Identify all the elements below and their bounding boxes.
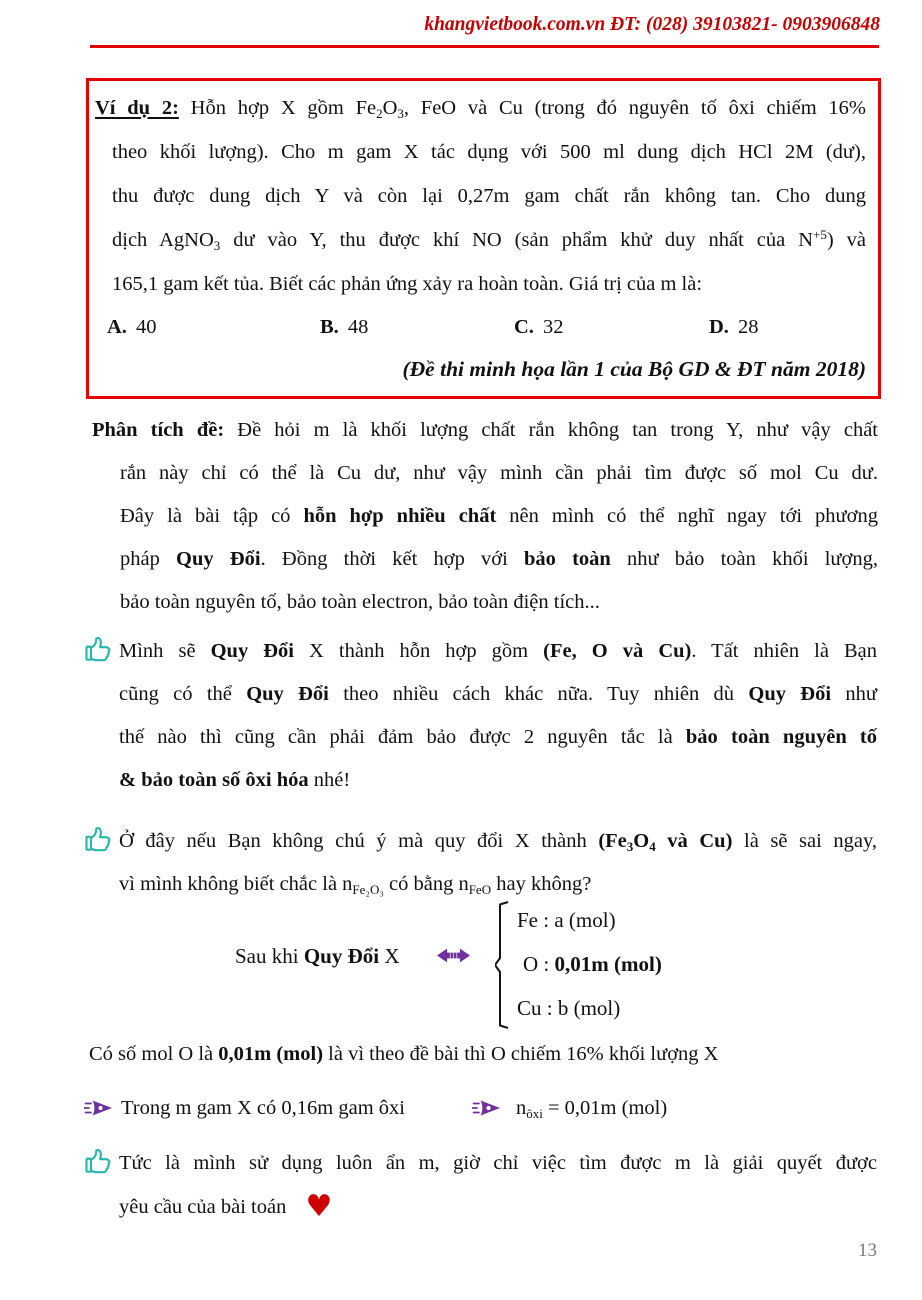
closing-text: yêu cầu của bài toán	[119, 1196, 292, 1218]
example-line: theo khối lượng). Cho m gam X tác dụng với 500 ml dung dịch HCl 2M (dư),	[112, 141, 866, 163]
header-rule	[90, 45, 879, 48]
heart-icon: ♥	[305, 1189, 333, 1224]
answer-label: A.	[107, 316, 127, 338]
tip-bullet-2	[83, 820, 877, 906]
analysis-paragraph	[92, 409, 878, 624]
answer-label: B.	[320, 316, 339, 338]
text-line: Đây là bài tập có hỗn hợp nhiều chất nên mình có thể nghĩ ngay tới phương	[120, 505, 878, 527]
conversion-diagram	[0, 898, 922, 1043]
text-line: pháp Quy Đổi. Đồng thời kết hợp với bảo toàn như bảo toàn khối lượng,	[120, 548, 878, 570]
text-line: Mình sẽ Quy Đổi X thành hỗn hợp gồm (Fe, O và Cu). Tất nhiên là Bạn	[119, 640, 877, 662]
double-arrow-icon	[437, 946, 470, 971]
case-row-o: O : 0,01m (mol)	[523, 952, 662, 976]
case-row-cu: Cu : b (mol)	[517, 996, 621, 1020]
tip-bullet-3	[83, 1142, 877, 1229]
thumbs-up-icon	[83, 824, 115, 860]
tip-bullet-1	[83, 630, 877, 802]
exam-source: (Đề thi minh họa lần 1 của Bộ GD & ĐT năm 2018)	[402, 357, 866, 381]
answer-row	[107, 306, 866, 348]
bullet-text	[119, 820, 877, 906]
cases-rows	[517, 898, 662, 1030]
dash-arrow-icon	[472, 1098, 502, 1124]
mol-o-note: Có số mol O là 0,01m (mol) là vì theo đề bài thì O chiếm 16% khối lượng X	[89, 1043, 719, 1065]
answer-value: 48	[347, 316, 369, 338]
text-line: vì mình không biết chắc là $n_{Fe_2O_3}$ có bằng $n_{FeO}$ hay không?	[119, 873, 592, 897]
text-line: bảo toàn nguyên tố, bảo toàn electron, bảo toàn điện tích...	[120, 591, 600, 613]
example-line: 165,1 gam kết tủa. Biết các phản ứng xảy ra hoàn toàn. Giá trị của m là:	[112, 273, 703, 295]
text-line: thế nào thì cũng cần phải đảm bảo được 2 nguyên tắc là bảo toàn nguyên tố	[119, 726, 877, 748]
thumbs-up-icon	[83, 634, 115, 670]
text-line: & bảo toàn số ôxi hóa nhé!	[119, 769, 351, 791]
page-number: 13	[858, 1240, 877, 1261]
thumbs-up-icon	[83, 1146, 115, 1182]
answer-option-d	[709, 306, 866, 348]
inference-right-text: $n_{ôxi} = 0,01m$ (mol)	[516, 1097, 668, 1121]
text-line	[119, 1185, 877, 1229]
bullet-text	[119, 630, 877, 802]
text-line: Tức là mình sử dụng luôn ẩn m, giờ chỉ việc tìm được m là giải quyết được	[119, 1152, 877, 1174]
example-line: thu được dung dịch Y và còn lại 0,27m gam chất rắn không tan. Cho dung	[112, 185, 866, 207]
bullet-text	[119, 1142, 877, 1229]
text-line: cũng có thể Quy Đổi theo nhiều cách khác nữa. Tuy nhiên dù Quy Đổi như	[119, 683, 877, 705]
header-website-phone: khangvietbook.com.vn ĐT: (028) 39103821- 0903906848	[424, 14, 880, 35]
page-header	[0, 14, 880, 36]
text-line: rắn này chỉ có thể là Cu dư, như vậy mình cần phải tìm được số mol Cu dư.	[120, 462, 878, 484]
answer-option-b	[320, 306, 514, 348]
inference-left-text: Trong m gam X có 0,16m gam ôxi	[121, 1097, 405, 1119]
diagram-lead-text: Sau khi Quy Đổi X	[235, 944, 400, 968]
inference-row	[84, 1086, 914, 1130]
answer-label: C.	[514, 316, 534, 338]
cases-brace	[495, 900, 509, 1036]
answer-option-c	[514, 306, 709, 348]
answer-value: 32	[542, 316, 564, 338]
text-line: Ở đây nếu Bạn không chú ý mà quy đổi X thành ($Fe_3O_4$ và Cu) là sẽ sai ngay,	[119, 830, 877, 854]
example-line: Ví dụ 2: Hỗn hợp X gồm $Fe_2O_3$, FeO và Cu (trong đó nguyên tố ôxi chiếm 16%	[95, 97, 866, 121]
answer-value: 40	[135, 316, 157, 338]
dash-arrow-icon	[84, 1098, 114, 1124]
example-box	[86, 78, 881, 399]
example-line: dịch AgNO$_3$ dư vào Y, thu được khí NO (sản phẩm khử duy nhất của $N^{+5}$) và	[112, 227, 866, 253]
answer-label: D.	[709, 316, 729, 338]
answer-option-a	[107, 306, 320, 348]
text-line: Phân tích đề: Đề hỏi m là khối lượng chất rắn không tan trong Y, như vậy chất	[92, 419, 878, 441]
case-row-fe: Fe : a (mol)	[517, 908, 616, 932]
answer-value: 28	[737, 316, 759, 338]
